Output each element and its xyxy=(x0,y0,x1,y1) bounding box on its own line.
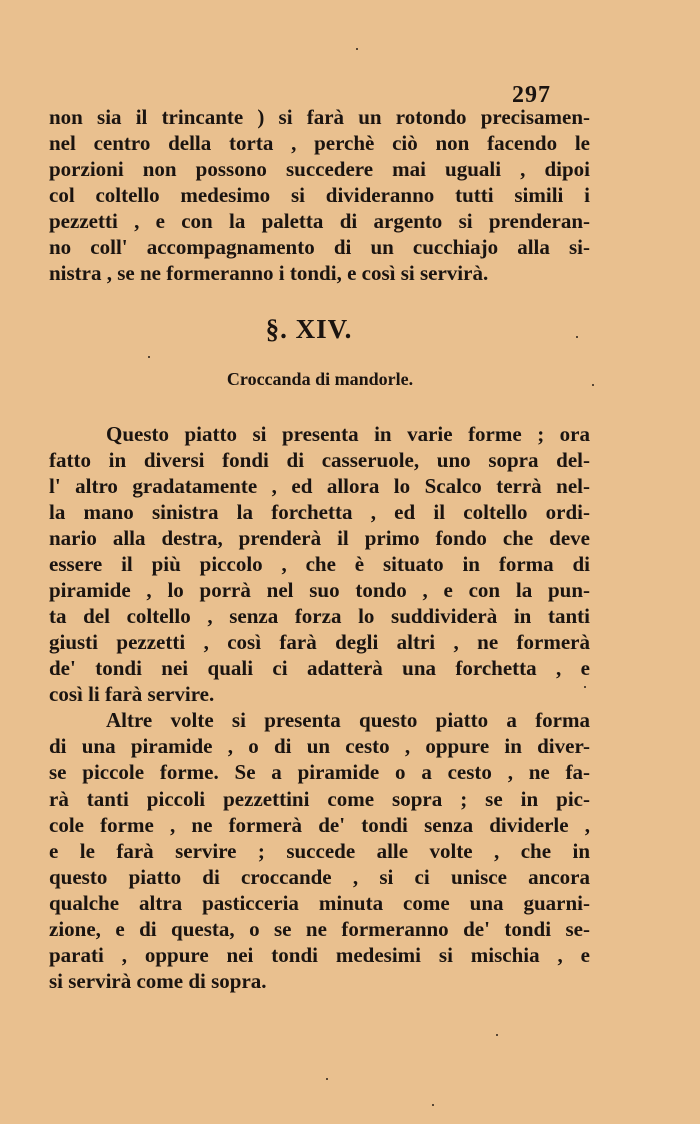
text-line: se piccole forme. Se a piramide o a cesto , ne fa- xyxy=(49,760,590,784)
recipe-title: Croccanda di mandorle. xyxy=(226,369,414,389)
scan-speck xyxy=(496,1034,498,1036)
page-number: 297 xyxy=(512,82,551,108)
scan-speck xyxy=(432,1104,434,1106)
text-line: Questo piatto si presenta in varie forme ; ora xyxy=(106,422,590,446)
text-line: Altre volte si presenta questo piatto a forma xyxy=(106,708,590,732)
scan-speck xyxy=(326,1078,328,1080)
text-line: di una piramide , o di un cesto , oppure in diver- xyxy=(49,734,590,758)
text-line: zione, e di questa, o se ne formeranno de' tondi se- xyxy=(49,917,590,941)
text-line: non sia il trincante ) si farà un rotondo precisamen- xyxy=(49,105,590,129)
scan-speck xyxy=(592,384,594,386)
text-line: essere il più piccolo , che è situato in forma di xyxy=(49,552,590,576)
text-line: parati , oppure nei tondi medesimi si mischia , e xyxy=(49,943,590,967)
text-line: rà tanti piccoli pezzettini come sopra ; se in pic- xyxy=(49,787,590,811)
scan-speck xyxy=(584,686,586,688)
text-line: fatto in diversi fondi di casseruole, uno sopra del- xyxy=(49,448,590,472)
text-line: l' altro gradatamente , ed allora lo Scalco terrà nel- xyxy=(49,474,590,498)
text-line: no coll' accompagnamento di un cucchiajo alla si- xyxy=(49,235,590,259)
scan-speck xyxy=(148,356,150,358)
text-line: cole forme , ne formerà de' tondi senza dividerle , xyxy=(49,813,590,837)
text-line: nistra , se ne formeranno i tondi, e così si servirà. xyxy=(49,261,489,285)
text-line: col coltello medesimo si divideranno tutti simili i xyxy=(49,183,590,207)
text-line: piramide , lo porrà nel suo tondo , e con la pun- xyxy=(49,578,590,602)
text-line: così li farà servire. xyxy=(49,682,215,706)
text-line: si servirà come di sopra. xyxy=(49,969,267,993)
text-line: nel centro della torta , perchè ciò non facendo le xyxy=(49,131,590,155)
text-line: porzioni non possono succedere mai uguali , dipoi xyxy=(49,157,590,181)
text-line: ta del coltello , senza forza lo suddividerà in tanti xyxy=(49,604,590,628)
text-line: de' tondi nei quali ci adatterà una forchetta , e xyxy=(49,656,590,680)
text-line: questo piatto di croccande , si ci unisce ancora xyxy=(49,865,590,889)
scan-speck xyxy=(356,48,358,50)
text-line: la mano sinistra la forchetta , ed il coltello ordi- xyxy=(49,500,590,524)
text-line: e le farà servire ; succede alle volte , che in xyxy=(49,839,590,863)
text-line: giusti pezzetti , così farà degli altri , ne formerà xyxy=(49,630,590,654)
text-line: nario alla destra, prenderà il primo fondo che deve xyxy=(49,526,590,550)
text-line: qualche altra pasticceria minuta come una guarni- xyxy=(49,891,590,915)
scan-speck xyxy=(576,336,578,338)
text-line: pezzetti , e con la paletta di argento si prenderan- xyxy=(49,209,590,233)
section-heading: §. XIV. xyxy=(265,314,353,344)
